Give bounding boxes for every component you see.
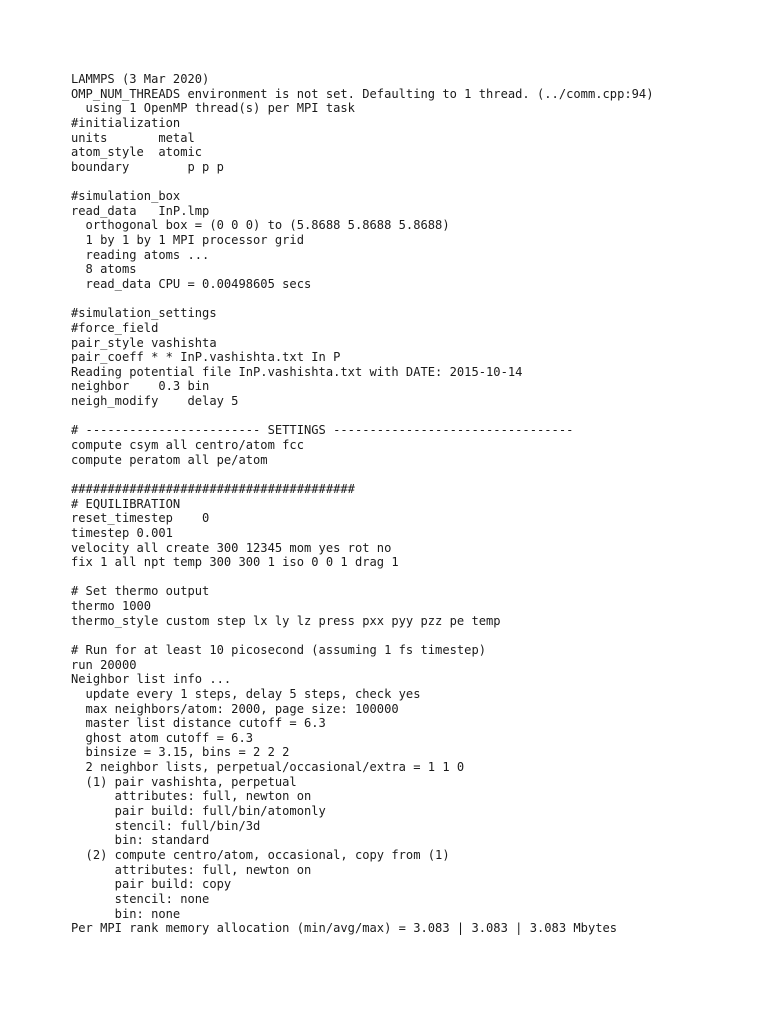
log-line: # Set thermo output xyxy=(71,584,210,599)
log-line: pair_style vashishta xyxy=(71,335,217,350)
log-line: #simulation_settings xyxy=(71,306,217,321)
log-line: compute peratom all pe/atom xyxy=(71,452,268,467)
log-line: OMP_NUM_THREADS environment is not set. Defaulting to 1 thread. (../comm.cpp:94) xyxy=(71,86,654,101)
log-line: Neighbor list info ... xyxy=(71,672,232,687)
log-line: max neighbors/atom: 2000, page size: 100000 xyxy=(71,701,399,716)
log-line: fix 1 all npt temp 300 300 1 iso 0 0 1 drag 1 xyxy=(71,555,399,570)
log-line: # EQUILIBRATION xyxy=(71,496,181,511)
log-line: pair build: full/bin/atomonly xyxy=(71,804,326,819)
blank-line xyxy=(71,292,751,307)
log-line: atom_style atomic xyxy=(71,145,203,160)
log-line: stencil: none xyxy=(71,891,210,906)
log-line: bin: none xyxy=(71,906,181,921)
log-line: binsize = 3.15, bins = 2 2 2 xyxy=(71,745,290,760)
log-line: # Run for at least 10 picosecond (assuming 1 fs timestep) xyxy=(71,642,487,657)
log-line: attributes: full, newton on xyxy=(71,862,312,877)
log-line: reset_timestep 0 xyxy=(71,511,210,526)
log-line: pair_coeff * * InP.vashishta.txt In P xyxy=(71,350,341,365)
log-line: thermo_style custom step lx ly lz press pxx pyy pzz pe temp xyxy=(71,613,501,628)
log-line: run 20000 xyxy=(71,657,137,672)
log-line: 1 by 1 by 1 MPI processor grid xyxy=(71,233,304,248)
blank-line xyxy=(71,174,751,189)
log-line: neigh_modify delay 5 xyxy=(71,394,239,409)
log-line: units metal xyxy=(71,130,195,145)
lammps-log-text xyxy=(71,72,751,936)
log-line: reading atoms ... xyxy=(71,247,210,262)
log-line: pair build: copy xyxy=(71,877,232,892)
log-line: (1) pair vashishta, perpetual xyxy=(71,774,297,789)
log-line: #simulation_box xyxy=(71,189,181,204)
log-line: (2) compute centro/atom, occasional, copy from (1) xyxy=(71,847,450,862)
log-line: using 1 OpenMP thread(s) per MPI task xyxy=(71,101,355,116)
log-line: read_data InP.lmp xyxy=(71,203,210,218)
log-line: timestep 0.001 xyxy=(71,525,173,540)
blank-line xyxy=(71,628,751,643)
log-line: neighbor 0.3 bin xyxy=(71,379,210,394)
log-line: 2 neighbor lists, perpetual/occasional/extra = 1 1 0 xyxy=(71,760,465,775)
log-line: 8 atoms xyxy=(71,262,137,277)
blank-line xyxy=(71,467,751,482)
log-line: update every 1 steps, delay 5 steps, check yes xyxy=(71,686,421,701)
log-line: Per MPI rank memory allocation (min/avg/max) = 3.083 | 3.083 | 3.083 Mbytes xyxy=(71,921,618,936)
log-line: orthogonal box = (0 0 0) to (5.8688 5.8688 5.8688) xyxy=(71,218,450,233)
log-line: LAMMPS (3 Mar 2020) xyxy=(71,72,210,86)
log-line: compute csym all centro/atom fcc xyxy=(71,438,304,453)
log-line: thermo 1000 xyxy=(71,599,152,614)
log-line: boundary p p p xyxy=(71,159,224,174)
blank-line xyxy=(71,409,751,424)
log-line: read_data CPU = 0.00498605 secs xyxy=(71,276,312,291)
log-line: #initialization xyxy=(71,115,181,130)
log-line: stencil: full/bin/3d xyxy=(71,818,261,833)
log-line: ####################################### xyxy=(71,481,355,496)
log-line: velocity all create 300 12345 mom yes rot no xyxy=(71,540,392,555)
log-line: bin: standard xyxy=(71,833,210,848)
log-line: # ------------------------ SETTINGS --------------------------------- xyxy=(71,423,574,438)
log-line: attributes: full, newton on xyxy=(71,789,312,804)
log-line: #force_field xyxy=(71,320,159,335)
blank-line xyxy=(71,570,751,585)
log-line: master list distance cutoff = 6.3 xyxy=(71,716,326,731)
log-line: ghost atom cutoff = 6.3 xyxy=(71,730,254,745)
log-line: Reading potential file InP.vashishta.txt with DATE: 2015-10-14 xyxy=(71,364,523,379)
